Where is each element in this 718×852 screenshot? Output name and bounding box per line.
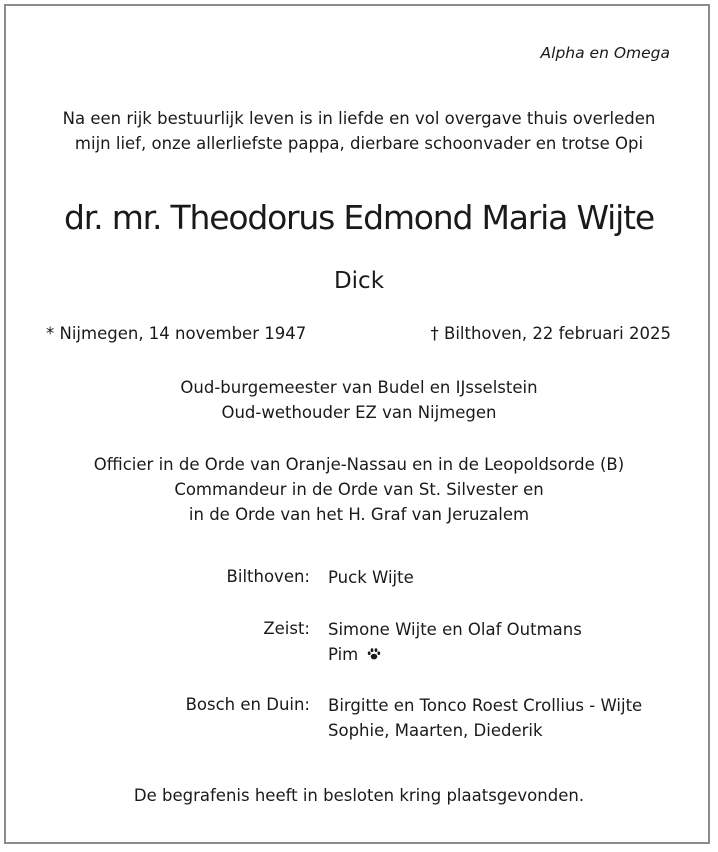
- pet-name: Pim: [328, 645, 359, 664]
- intro-line-1: Na een rijk bestuurlijk leven is in liefde en vol overgave thuis overleden: [62, 109, 656, 128]
- family-name-line: Birgitte en Tonco Roest Crollius - Wijte: [328, 696, 643, 715]
- function-line-2: Oud-wethouder EZ van Nijmegen: [221, 403, 497, 422]
- intro-line-2: mijn lief, onze allerliefste pappa, dierbare schoonvader en trotse Opi: [74, 134, 644, 153]
- family-place-zeist: Zeist:: [263, 619, 310, 638]
- family-names-zeist: [328, 617, 582, 668]
- honour-line-1: Officier in de Orde van Oranje-Nassau en in de Leopoldsorde (B): [93, 455, 625, 474]
- former-functions: [0, 375, 718, 425]
- honour-line-2: Commandeur in de Orde van St. Silvester en: [174, 480, 544, 499]
- honours: [0, 452, 718, 527]
- closing-text: De begrafenis heeft in besloten kring plaatsgevonden.: [133, 786, 585, 805]
- function-line-1: Oud-burgemeester van Budel en IJsselstein: [180, 378, 538, 397]
- family-name-line: Sophie, Maarten, Diederik: [328, 721, 543, 740]
- family-name-line: Puck Wijte: [328, 568, 414, 587]
- intro-text: [0, 106, 718, 156]
- death-info: † Bilthoven, 22 februari 2025: [430, 324, 671, 343]
- family-name-line-pet: [328, 642, 582, 668]
- honour-line-3: in de Orde van het H. Graf van Jeruzalem: [188, 505, 530, 524]
- birth-info: * Nijmegen, 14 november 1947: [46, 324, 307, 343]
- family-names-bilthoven: [328, 565, 414, 590]
- family-names-bosch-en-duin: [328, 693, 642, 743]
- family-place-bosch-en-duin: Bosch en Duin:: [185, 695, 310, 714]
- family-name-line: Simone Wijte en Olaf Outmans: [328, 620, 582, 639]
- family-place-bilthoven: Bilthoven:: [226, 567, 310, 586]
- deceased-name: dr. mr. Theodorus Edmond Maria Wijte: [64, 198, 654, 237]
- paw-icon: [367, 643, 381, 668]
- motto: Alpha en Omega: [540, 44, 670, 62]
- deceased-nickname: Dick: [333, 268, 385, 294]
